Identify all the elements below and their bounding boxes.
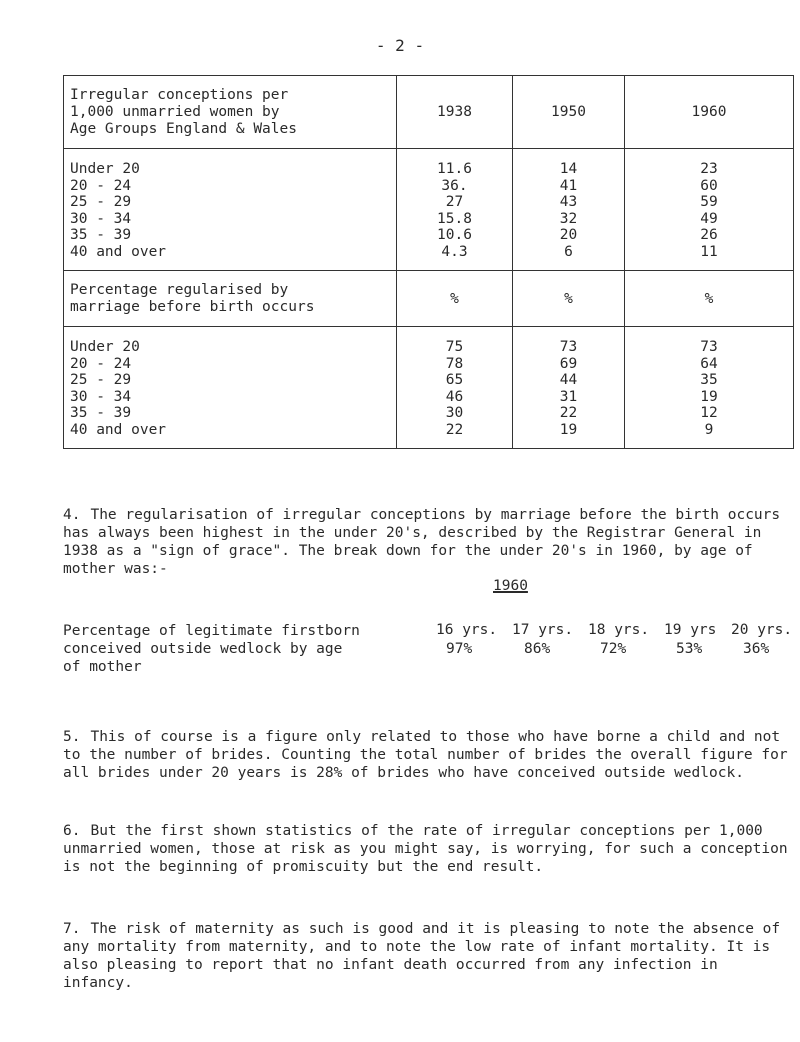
rate-value: 4.3 <box>441 243 468 260</box>
percent-value: 19 <box>700 388 718 405</box>
age-value: 17 yrs. <box>512 622 574 638</box>
percent-value: 78 <box>445 355 464 372</box>
age-group-label: 20 - 24 <box>70 177 132 194</box>
percent-value: 72% <box>600 641 627 657</box>
age-group-label: 30 - 34 <box>70 210 132 227</box>
legitimate-year-heading: 1960 <box>493 578 528 594</box>
paragraph-6 <box>63 822 793 876</box>
percent-value: 22 <box>445 421 464 438</box>
age-group-label: 25 - 29 <box>70 194 132 210</box>
rate-value: 20 <box>559 227 578 243</box>
rate-value: 11.6 <box>437 161 472 177</box>
rate-value: 43 <box>559 194 578 210</box>
percent-value: 31 <box>559 388 578 405</box>
age-group-label: Under 20 <box>70 339 140 355</box>
age-value: 19 yrs <box>664 622 717 638</box>
age-group-label: 25 - 29 <box>70 372 132 388</box>
rate-value: 32 <box>559 210 578 227</box>
paragraph-number: 7. <box>63 921 81 937</box>
legitimate-label: Percentage of legitimate firstborn conceived outside wedlock by age of mother <box>63 623 360 675</box>
table-header-row <box>64 76 794 149</box>
percent-column-1950 <box>513 327 625 449</box>
age-group-label: 30 - 34 <box>70 388 132 405</box>
percent-value: 22 <box>559 405 578 421</box>
table-header-label: Irregular conceptions per 1,000 unmarried women by Age Groups England & Wales <box>64 76 397 149</box>
percent-value: 69 <box>559 355 578 372</box>
age-group-label: Under 20 <box>70 161 140 177</box>
percent-value: 97% <box>446 641 473 657</box>
age-group-label: 20 - 24 <box>70 355 132 372</box>
page-number: - 2 - <box>375 36 425 55</box>
percentage-header-row <box>64 271 794 327</box>
age-group-label: 40 and over <box>70 243 167 260</box>
paragraph-7 <box>63 920 793 992</box>
rate-column-1960 <box>625 149 794 271</box>
paragraph-text: The regularisation of irregular conceptions by marriage before the birth occurs has always been highest in the under 20's, described by the Registrar General in 1938 as a "sign of grace". The break down for the under 20's in 1960, by age of mother was:- <box>63 507 781 577</box>
rates-row <box>64 149 794 271</box>
age-group-label: 35 - 39 <box>70 227 132 243</box>
percent-value: 73 <box>700 339 718 355</box>
percent-value: 19 <box>559 421 578 438</box>
age-value: 18 yrs. <box>588 622 650 638</box>
paragraph-4 <box>63 506 793 578</box>
rate-value: 11 <box>700 243 718 260</box>
rate-value: 36. <box>441 177 468 194</box>
rate-column-1938 <box>397 149 513 271</box>
rate-value: 26 <box>700 227 718 243</box>
percent-value: 30 <box>445 405 464 421</box>
rate-value: 60 <box>700 177 718 194</box>
age-group-label: 35 - 39 <box>70 405 132 421</box>
conceptions-table <box>63 75 794 449</box>
percent-value: 65 <box>445 372 464 388</box>
percent-symbol: % <box>397 271 513 327</box>
paragraph-number: 4. <box>63 507 81 523</box>
year-header: 1938 <box>397 76 513 149</box>
age-group-column <box>64 327 397 449</box>
percent-value: 86% <box>524 641 551 657</box>
paragraph-number: 5. <box>63 729 81 745</box>
percent-value: 35 <box>700 372 718 388</box>
percent-value: 36% <box>743 641 770 657</box>
percent-value: 64 <box>700 355 718 372</box>
rate-value: 59 <box>700 194 718 210</box>
rate-value: 27 <box>445 194 464 210</box>
rate-value: 23 <box>700 161 718 177</box>
percent-value: 9 <box>704 421 714 438</box>
age-group-label: 40 and over <box>70 421 167 438</box>
paragraph-number: 6. <box>63 823 81 839</box>
year-header: 1950 <box>513 76 625 149</box>
paragraph-text: But the first shown statistics of the rate of irregular conceptions per 1,000 unmarried women, those at risk as you might say, is worrying, for such a conception is not the beginning of promiscuity but the end result. <box>63 823 788 875</box>
percent-value: 46 <box>445 388 464 405</box>
rate-column-1950 <box>513 149 625 271</box>
age-value: 20 yrs. <box>731 622 793 638</box>
percent-symbol: % <box>513 271 625 327</box>
rate-value: 49 <box>700 210 718 227</box>
percent-column-1960 <box>625 327 794 449</box>
paragraph-5 <box>63 728 793 782</box>
percent-column-1938 <box>397 327 513 449</box>
percent-symbol: % <box>625 271 794 327</box>
percent-value: 44 <box>559 372 578 388</box>
percent-value: 53% <box>676 641 703 657</box>
paragraph-text: This of course is a figure only related to those who have borne a child and not to the number of brides. Counting the total number of brides the overall figure for all brides under 20 years is 28% of brides who have conceived outside wedlock. <box>63 729 788 781</box>
percentage-header-label: Percentage regularised by marriage before birth occurs <box>64 271 397 327</box>
percent-value: 73 <box>559 339 578 355</box>
age-group-column <box>64 149 397 271</box>
percent-value: 75 <box>445 339 464 355</box>
rate-value: 14 <box>559 161 578 177</box>
year-header: 1960 <box>625 76 794 149</box>
rate-value: 6 <box>564 243 573 260</box>
rate-value: 41 <box>559 177 578 194</box>
rate-value: 15.8 <box>437 210 472 227</box>
rate-value: 10.6 <box>437 227 472 243</box>
percentages-row <box>64 327 794 449</box>
percent-value: 12 <box>700 405 718 421</box>
age-value: 16 yrs. <box>436 622 498 638</box>
paragraph-text: The risk of maternity as such is good and it is pleasing to note the absence of any mortality from maternity, and to note the low rate of infant mortality. It is also pleasing to report that no infant death occurred from any infection in infancy. <box>63 921 781 991</box>
